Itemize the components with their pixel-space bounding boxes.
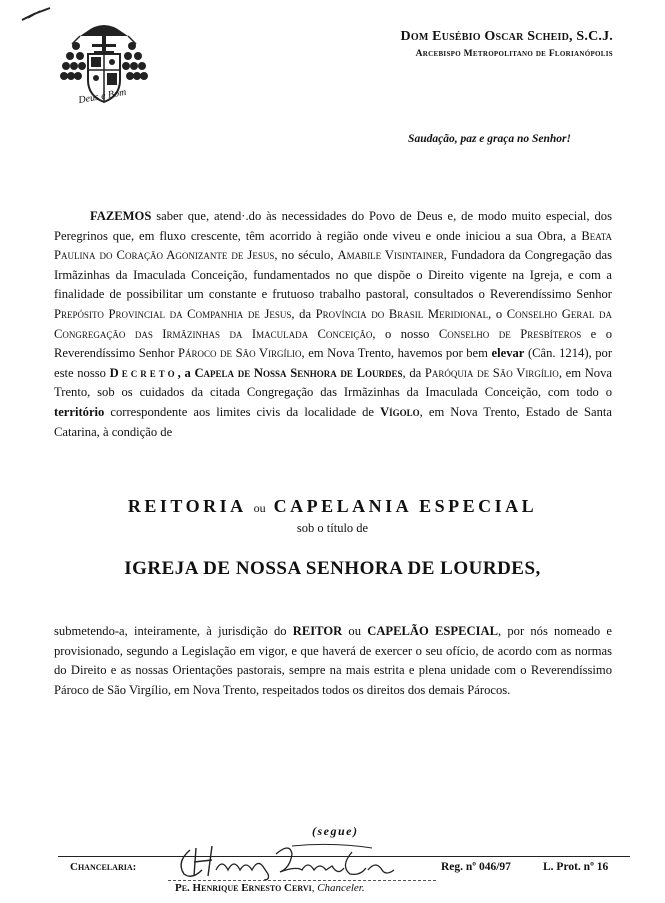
text-span: Prepósito Provincial da Companhia de Jesus	[54, 306, 292, 321]
smudge-mark: ·.	[241, 209, 249, 223]
text-span: , em Nova Trento, Estado de Santa Catarina, à condição de	[54, 404, 612, 439]
text-span: CAPELÃO ESPECIAL	[367, 624, 498, 638]
text-span: Conselho de Presbíteros	[438, 326, 582, 341]
text-span: Vígolo	[380, 404, 420, 419]
prelate-title: Arcebispo Metropolitano de Florianópolis	[415, 49, 613, 59]
heading-part: CAPELANIA ESPECIAL	[273, 496, 538, 516]
heading-connector: ou	[253, 501, 266, 515]
decree-subtitle: sob o título de	[296, 521, 369, 535]
greeting: Saudação, paz e graça no Senhor!	[408, 133, 571, 145]
text-span: Beata Paulina do Coração Agonizante de Jesus	[54, 228, 612, 263]
text-span: , da	[291, 306, 316, 321]
text-span: e o Reverendíssimo Senhor	[54, 326, 612, 361]
text-span: Província do Brasil Meridional	[315, 306, 489, 321]
text-span: correspondente aos limites civis da localidade de	[104, 404, 381, 419]
text-span: Pároco de São Virgílio	[177, 346, 302, 361]
text-span: , por nós nomeado e provisionado, segundo a Legislação em vigor, e que haverá de exercer o seu ofício, de acordo com as normas do Direito e as nossas Orientações pastorais, sempre na mais estrita e plena unidade com o Reverendíssimo Pároco de São Virgílio, em Nova Trento, respeitados todos os direitos dos demais Párocos.	[54, 624, 613, 697]
text-span: Conselho Geral da Congregação das Irmãzinhas da Imaculada Conceição	[54, 306, 612, 341]
signer-role: Chanceler.	[317, 882, 365, 894]
decree-heading	[0, 496, 665, 517]
text-span: submetendo-a, inteiramente, à jurisdição do	[54, 624, 293, 638]
text-span: (Cân. 1214), por este nosso	[54, 346, 613, 380]
registry-number: Reg. nº 046/97	[441, 861, 511, 873]
signer-line: Pe. Henrique Ernesto Cervi, Chanceler.	[175, 882, 365, 894]
text-span: REITOR	[292, 624, 343, 638]
prelate-name: Dom Eusébio Oscar Scheid, S.C.J.	[400, 29, 613, 44]
jurisdiction-paragraph	[54, 622, 612, 700]
signer-name: Pe. Henrique Ernesto Cervi	[175, 882, 312, 894]
heading-part: REITORIA	[127, 496, 246, 516]
decree-paragraph	[54, 207, 612, 442]
text-span: Amabile Visintainer	[337, 248, 444, 263]
text-span: ou	[342, 624, 368, 638]
text-span: , Fundadora da Congregação das Irmãzinhas da Imaculada Conceição, fundamentados no que dispõe o Direito vigente na Igreja, e com a finalidade de possibilitar um constante e frutuoso trabalho pastoral, consultados o Reverendíssimo Senhor	[54, 248, 612, 302]
text-span: , da	[402, 365, 425, 380]
text-span: , o	[488, 306, 507, 321]
text-span: Decreto	[109, 365, 178, 380]
chancery-label: Chancelaria:	[70, 861, 137, 873]
text-span: , a	[177, 365, 195, 380]
text-span: , o nosso	[372, 326, 439, 341]
text-span: , em Nova Trento, sob os cuidados da citada Congregação das Irmãzinhas da Imaculada Conceição, com todo o	[54, 365, 612, 400]
text-span: FAZEMOS	[90, 209, 152, 223]
coat-motto: Deus é Bom	[77, 86, 128, 107]
church-title: IGREJA DE NOSSA SENHORA DE LOURDES,	[124, 558, 541, 579]
signature-line	[168, 880, 436, 881]
protocol-number: L. Prot. nº 16	[543, 861, 609, 873]
text-span: do às necessidades do Povo de Deus e, de modo muito especial, dos Peregrinos que, em fluxo crescente, têm acorrido à região onde viveu e onde iniciou a sua Obra, a	[54, 209, 613, 243]
text-span: elevar	[491, 346, 525, 361]
text-span: saber que, atend	[151, 209, 242, 223]
handwritten-signature-icon	[172, 840, 412, 882]
text-span: Paróquia de São Virgílio	[424, 365, 559, 380]
text-span: , no século,	[274, 248, 338, 263]
text-span: Capela de Nossa Senhora de Lourdes	[194, 365, 403, 380]
text-span: , em Nova Trento, havemos por bem	[301, 346, 492, 361]
text-span: território	[54, 404, 105, 419]
corner-pen-mark-icon	[20, 6, 54, 22]
continues-note: (segue)	[312, 824, 359, 838]
